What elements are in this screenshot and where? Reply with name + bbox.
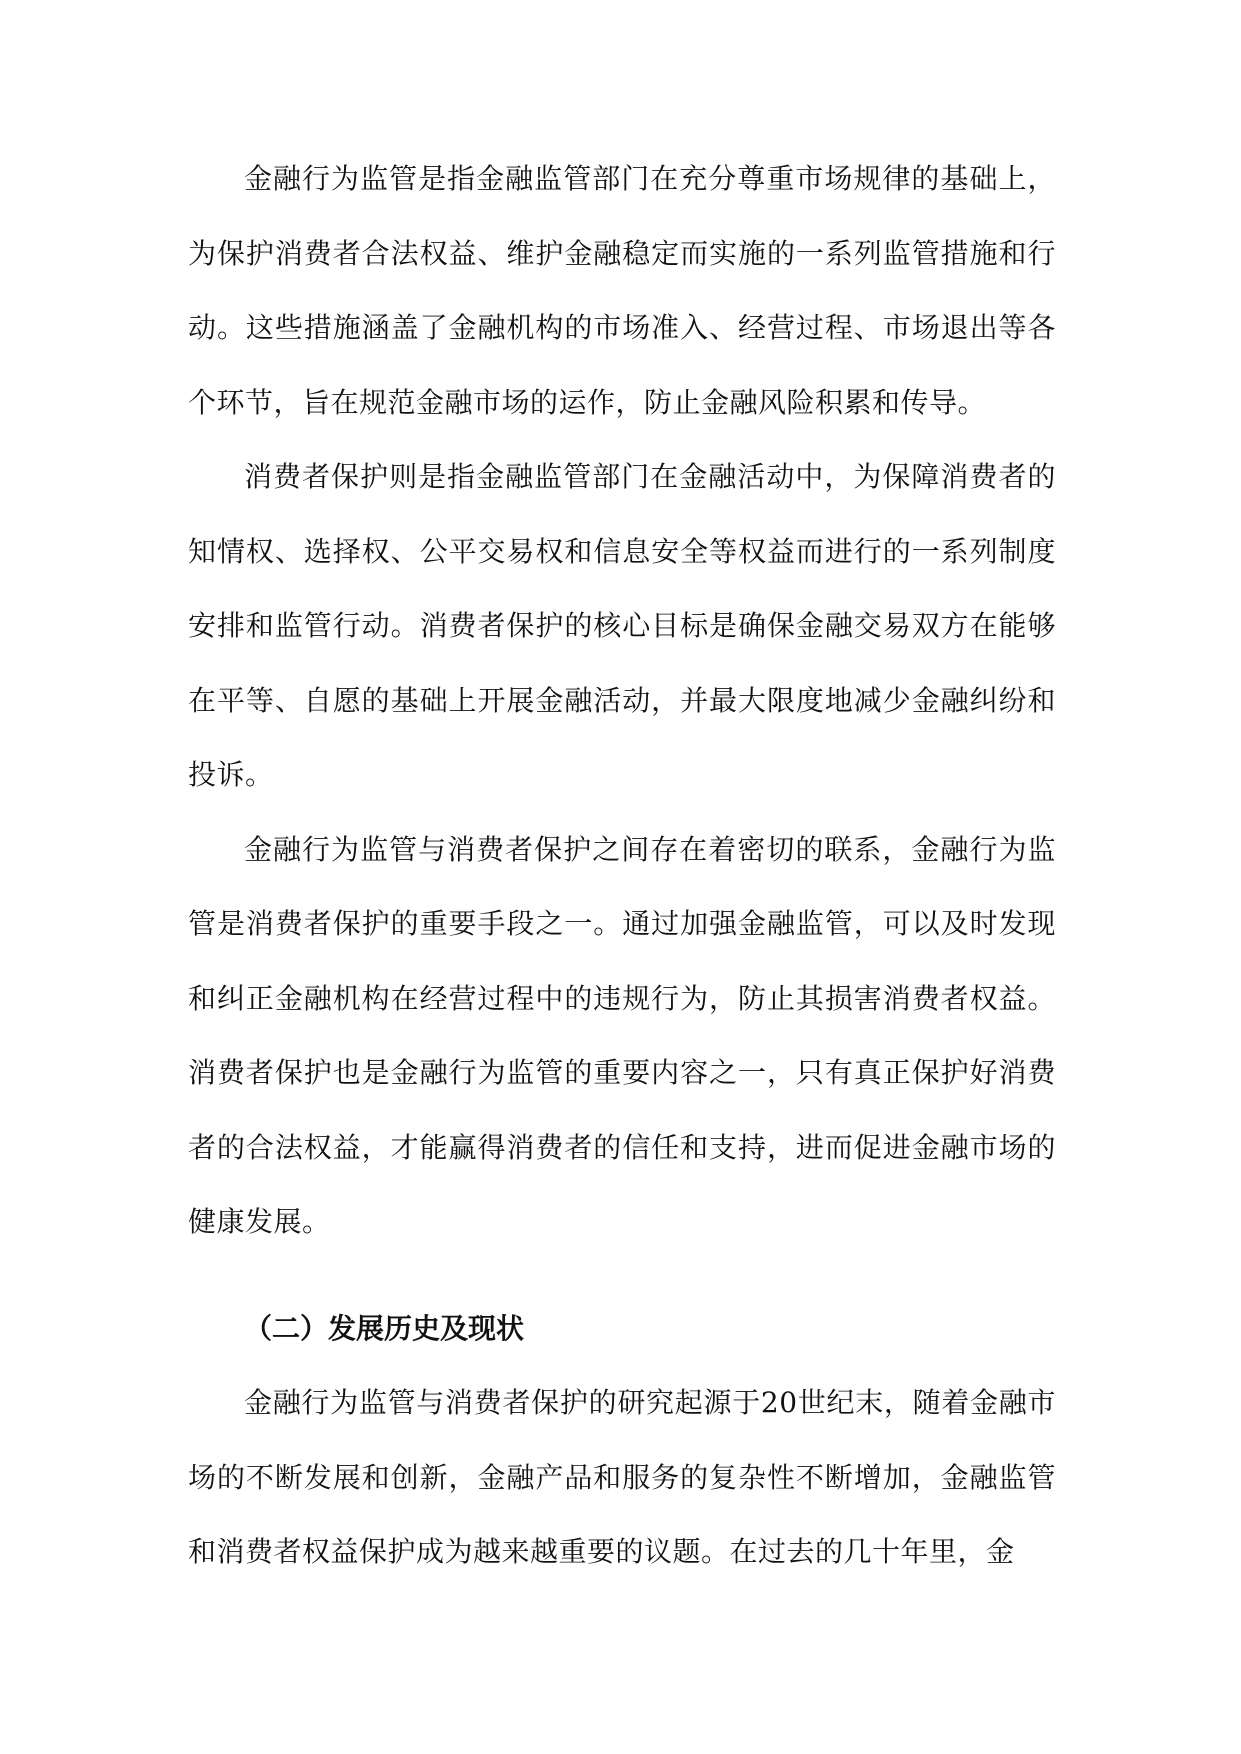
section-heading: （二）发展历史及现状 (244, 1311, 525, 1345)
document-body (188, 142, 1056, 1590)
paragraph-history: 金融行为监管与消费者保护的研究起源于20世纪末，随着金融市场的不断发展和创新，金融产品和服务的复杂性不断增加，金融监管和消费者权益保护成为越来越重要的议题。在过去的几十年里，金 (188, 1386, 1056, 1568)
paragraph-consumer-protection-definition: 消费者保护则是指金融监管部门在金融活动中，为保障消费者的知情权、选择权、公平交易权和信息安全等权益而进行的一系列制度安排和监管行动。消费者保护的核心目标是确保金融交易双方在能够在平等、自愿的基础上开展金融活动，并最大限度地减少金融纠纷和投诉。 (188, 460, 1056, 791)
paragraph-behavior-regulation-definition: 金融行为监管是指金融监管部门在充分尊重市场规律的基础上，为保护消费者合法权益、维护金融稳定而实施的一系列监管措施和行动。这些措施涵盖了金融机构的市场准入、经营过程、市场退出等各个环节，旨在规范金融市场的运作，防止金融风险积累和传导。 (188, 162, 1056, 419)
paragraph-relationship: 金融行为监管与消费者保护之间存在着密切的联系，金融行为监管是消费者保护的重要手段之一。通过加强金融监管，可以及时发现和纠正金融机构在经营过程中的违规行为，防止其损害消费者权益。消费者保护也是金融行为监管的重要内容之一，只有真正保护好消费者的合法权益，才能赢得消费者的信任和支持，进而促进金融市场的健康发展。 (188, 832, 1056, 1238)
